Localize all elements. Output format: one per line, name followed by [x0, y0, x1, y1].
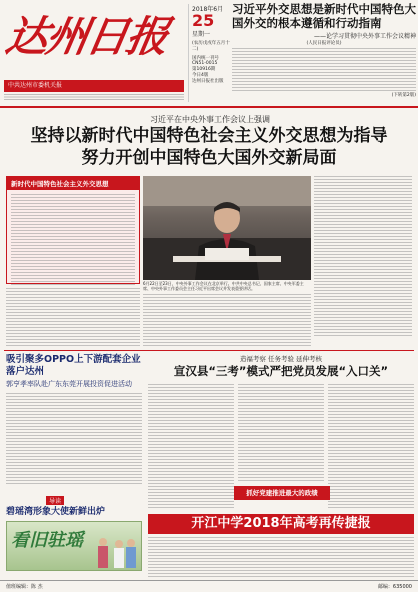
promo-image-text: 看旧驻瑶: [11, 530, 83, 551]
masthead-strip-text: 中共达州市委机关报: [8, 82, 63, 89]
center-story-headline: 宣汉县“三考”模式严把党员发展“入口关”: [173, 364, 389, 378]
publisher: 达州日报社出版: [192, 79, 224, 84]
left-story-headline: 吸引聚多OPPO上下游配套企业落户达州: [6, 354, 141, 377]
issue-line: CN51-0015: [192, 61, 218, 66]
left-story-body: [6, 393, 142, 485]
center-story-body-3: [328, 384, 414, 508]
top-right-note: (人民日报评论员): [306, 41, 342, 46]
top-right-headline: 习近平外交思想是新时代中国特色大国外交的根本遵循和行动指南: [232, 2, 416, 30]
section-rule: [4, 350, 414, 351]
left-story-subhead: 郭亨孝率队赴广东东莞开展投资促进活动: [6, 380, 132, 388]
promo-headline: 碧瑶湾形象大使新鲜出炉: [6, 507, 106, 517]
date-lunar: (农历戊戌年五月十二): [192, 41, 230, 52]
top-right-footer: (下转第2版): [391, 93, 416, 98]
masthead: [0, 0, 418, 108]
left-story: [6, 354, 142, 484]
banner-headline: 开江中学2018年高考再传捷报: [191, 516, 371, 531]
promo-figures: [7, 522, 141, 571]
lead-headline-1: 坚持以新时代中国特色社会主义外交思想为指导: [30, 126, 388, 146]
banner: [148, 514, 414, 534]
issue-line: 第10916期: [192, 67, 216, 72]
sidebar-box-title: 新时代中国特色社会主义外交思想: [7, 177, 139, 190]
footer-left: 值班编辑：陈 杰: [6, 584, 43, 590]
date-weekday: 星期一: [192, 31, 211, 38]
masthead-logo: 达州日报: [2, 12, 171, 61]
top-right-subhead: ——论学习贯彻中央外事工作会议精神: [313, 33, 416, 40]
sidebar-box: [6, 176, 140, 284]
center-story-body-1: [148, 384, 234, 508]
footer-right: 邮编：635000: [377, 584, 412, 590]
lead-kicker: 习近平在中央外事工作会议上强调: [150, 115, 270, 124]
photo-figure: [143, 176, 311, 280]
center-story: [148, 354, 414, 510]
lead-headline-2: 努力开创中国特色大国外交新局面: [81, 148, 337, 168]
center-story-kicker: 造福考察 任务考验 延伸考核: [239, 355, 323, 363]
promo-image: [6, 521, 142, 571]
photo-caption: 6月22日至23日，中央外事工作会议在北京举行。中共中央总书记、国家主席、中央军委主席、中央外事工作委员会主任习近平出席会议并发表重要讲话。: [143, 281, 304, 291]
top-right-story: [232, 2, 416, 106]
sidebar-box-body: [11, 194, 135, 286]
promo: [6, 488, 142, 566]
banner-body: [148, 537, 414, 577]
issue-line: 国内统一刊号: [192, 56, 219, 61]
issue-line: 今日4版: [192, 73, 209, 78]
masthead-strip: [4, 80, 184, 92]
date-day: 25: [192, 11, 215, 30]
lead-body-left: [6, 288, 140, 346]
masthead-strip-fine: [4, 94, 184, 102]
pullquote-text: 抓好党建推进最大的政绩: [246, 489, 318, 497]
center-story-pullquote: [234, 486, 330, 500]
date-line: 2018年6月: [192, 6, 224, 13]
lead-photo: [143, 176, 311, 280]
date-panel: [188, 4, 230, 102]
top-right-body: [232, 48, 416, 92]
promo-tag: 导读: [46, 496, 64, 505]
lead-body-center: [143, 294, 311, 346]
footer: [0, 580, 418, 592]
lead-body-right: [314, 176, 412, 338]
center-story-body-2: [238, 384, 324, 482]
